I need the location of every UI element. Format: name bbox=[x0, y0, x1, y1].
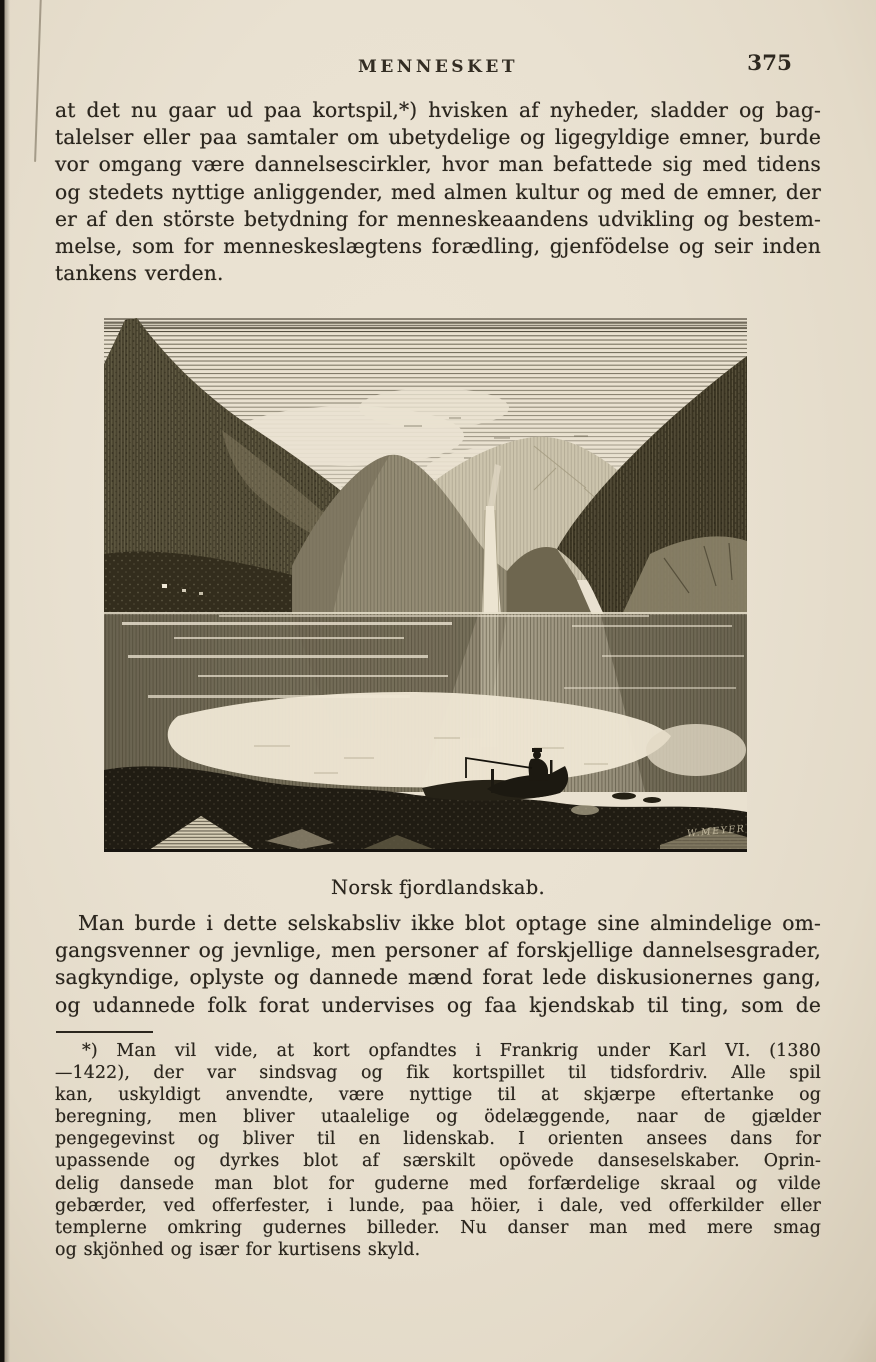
text-line: melse, som for menneskeslægtens forædling, gjenfödelse og seir inden bbox=[55, 234, 821, 259]
footnote-line: delig dansede man blot for guderne med forfærdelige skraal og vilde bbox=[55, 1173, 821, 1194]
text-line: vor omgang være dannelsescirkler, hvor man befattede sig med tidens bbox=[55, 152, 821, 177]
mast-post bbox=[550, 760, 553, 782]
footnote-line: *) Man vil vide, at kort opfandtes i Frankrig under Karl VI. (1380 bbox=[82, 1041, 821, 1061]
text-line: talelser eller paa samtaler om ubetydelige og ligegyldige emner, burde bbox=[55, 125, 821, 150]
footnote-line: templerne omkring gudernes billeder. Nu danser man med mere smag bbox=[55, 1217, 821, 1238]
text-line: tankens verden. bbox=[55, 261, 224, 286]
text-line: sagkyndige, oplyste og dannede mænd forat lede diskusionernes gang, bbox=[55, 965, 821, 990]
paper-crack bbox=[34, 0, 41, 162]
paragraph-2 bbox=[55, 910, 821, 1019]
footnote-separator bbox=[56, 1031, 153, 1033]
text-line: og udannede folk forat undervises og faa kjendskab til ting, som de bbox=[55, 992, 821, 1017]
footnote bbox=[55, 1040, 821, 1261]
tiny-house bbox=[162, 584, 167, 588]
footnote-line: kan, uskyldigt anvendte, være nyttige til at skjærpe eftertanke og bbox=[55, 1085, 821, 1106]
page-number: 375 bbox=[747, 51, 792, 76]
text-line: er af den störste betydning for menneskeaandens udvikling og bestem- bbox=[55, 206, 821, 231]
footnote-line: upassende og dyrkes blot af særskilt opövede danseselskaber. Oprin- bbox=[55, 1151, 821, 1172]
running-header: MENNESKET bbox=[358, 57, 518, 77]
footnote-line: og skjönhed og især for kurtisens skyld. bbox=[55, 1239, 421, 1260]
scan-left-edge bbox=[0, 0, 10, 1362]
text-line: Man burde i dette selskabsliv ikke blot optage sine almindelige om- bbox=[78, 911, 821, 935]
footnote-line: pengegevinst og bliver til en lidenskab. I orienten ansees dans for bbox=[55, 1129, 821, 1150]
footnote-line: beregning, men bliver utaalelige og ödelæggende, naar de gjælder bbox=[55, 1107, 821, 1128]
text-line: gangsvenner og jevnlige, men personer af forskjellige dannelsesgrader, bbox=[55, 938, 821, 963]
engraver-signature: W.MEYER bbox=[686, 823, 746, 840]
figure-caption: Norsk fjordlandskab. bbox=[331, 876, 545, 899]
footnote-line: gebærder, ved offerfester, i lunde, paa höier, i dale, ved offerkilder eller bbox=[55, 1195, 821, 1216]
text-line: at det nu gaar ud paa kortspil,*) hvisken af nyheder, sladder og bag- bbox=[55, 98, 821, 122]
footnote-line: —1422), der var sindsvag og fik kortspillet til tidsfordriv. Alle spil bbox=[55, 1063, 821, 1084]
fjord-engraving bbox=[104, 318, 747, 852]
stern-post bbox=[491, 769, 494, 793]
text-line: og stedets nyttige anliggender, med almen kultur og med de emner, der bbox=[55, 179, 821, 204]
paragraph-1 bbox=[55, 97, 821, 287]
